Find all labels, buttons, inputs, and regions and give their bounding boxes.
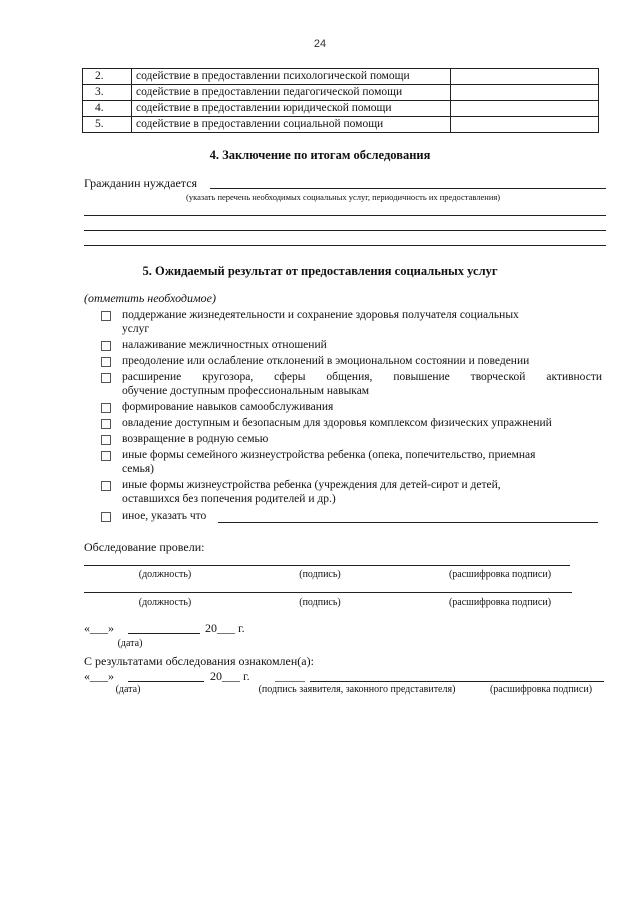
- page-number: 24: [313, 38, 327, 50]
- result-item: [122, 416, 602, 430]
- result-item: [122, 509, 602, 523]
- date-month-line[interactable]: [128, 633, 200, 634]
- needs-label: Гражданин нуждается: [84, 176, 198, 190]
- checkbox[interactable]: [101, 357, 111, 367]
- select-note: (отметить необходимое): [84, 291, 216, 305]
- ack-date-caption: (дата): [115, 684, 141, 695]
- table-row: [83, 117, 599, 133]
- ack-dash: _____: [275, 669, 305, 683]
- section-4-title: 4. Заключение по итогам обследования: [209, 148, 431, 162]
- item-line: иное, указать что: [122, 510, 207, 522]
- row-service: содействие в предоставлении педагогической помощи: [132, 85, 451, 101]
- ack-date-month-line[interactable]: [128, 681, 204, 682]
- item-line: формирование навыков самообслуживания: [122, 401, 334, 413]
- needs-line-4[interactable]: [84, 245, 606, 246]
- ack-signature-caption: (подпись заявителя, законного представителя): [258, 684, 456, 695]
- checkbox[interactable]: [101, 403, 111, 413]
- item-line: семья): [122, 463, 154, 475]
- result-item: [122, 448, 602, 476]
- signature-line-1[interactable]: [84, 565, 570, 566]
- signature-line-2[interactable]: [84, 592, 572, 593]
- result-item: [122, 400, 602, 414]
- item-line: иные формы жизнеустройства ребенка (учреждения для детей-сирот и детей,: [122, 479, 501, 491]
- row-service: содействие в предоставлении психологической помощи: [132, 69, 451, 85]
- row-number: 4.: [83, 101, 132, 117]
- checkbox[interactable]: [101, 481, 111, 491]
- signature-caption: (подпись): [299, 597, 341, 608]
- ack-date-day: «___»: [84, 669, 114, 683]
- ack-signature-line[interactable]: [310, 681, 604, 682]
- table-row: [83, 85, 599, 101]
- row-value: [451, 117, 599, 133]
- survey-label: Обследование провели:: [84, 540, 205, 554]
- item-line: расширение кругозора, сферы общения, повышение творческой активности: [122, 371, 602, 383]
- checkbox[interactable]: [101, 419, 111, 429]
- item-line: преодоление или ослабление отклонений в эмоциональном состоянии и поведении: [122, 355, 530, 367]
- position-caption: (должность): [138, 597, 192, 608]
- needs-line-2[interactable]: [84, 215, 606, 216]
- item-line: обучение доступным профессиональным навыкам: [122, 385, 370, 397]
- checkbox[interactable]: [101, 341, 111, 351]
- row-value: [451, 85, 599, 101]
- table-row: [83, 101, 599, 117]
- checkbox[interactable]: [101, 311, 111, 321]
- checkbox[interactable]: [101, 451, 111, 461]
- other-input-line[interactable]: [218, 522, 598, 523]
- item-line: возвращение в родную семью: [122, 433, 269, 445]
- row-number: 5.: [83, 117, 132, 133]
- result-item: [122, 338, 602, 352]
- result-item: [122, 432, 602, 446]
- section-5-title: 5. Ожидаемый результат от предоставления социальных услуг: [142, 264, 498, 278]
- services-table: [82, 68, 599, 133]
- needs-input-line[interactable]: [210, 188, 606, 189]
- row-service: содействие в предоставлении социальной помощи: [132, 117, 451, 133]
- result-item: [122, 308, 602, 336]
- table-row: [83, 69, 599, 85]
- item-line: услуг: [122, 323, 150, 335]
- ack-date-year: 20___ г.: [210, 669, 250, 683]
- ack-decode-caption: (расшифровка подписи): [489, 684, 593, 695]
- item-line: поддержание жизнедеятельности и сохранение здоровья получателя социальных: [122, 309, 519, 321]
- date-caption: (дата): [117, 638, 143, 649]
- position-caption: (должность): [138, 569, 192, 580]
- row-number: 2.: [83, 69, 132, 85]
- row-number: 3.: [83, 85, 132, 101]
- needs-hint: (указать перечень необходимых социальных услуг, периодичность их предоставления): [186, 192, 501, 202]
- item-line: налаживание межличностных отношений: [122, 339, 327, 351]
- date-year: 20___ г.: [205, 621, 245, 635]
- checkbox[interactable]: [101, 435, 111, 445]
- result-item: [122, 354, 602, 368]
- item-line: оставшихся без попечения родителей и др.): [122, 493, 336, 505]
- row-value: [451, 69, 599, 85]
- decode-caption: (расшифровка подписи): [448, 597, 552, 608]
- checkbox[interactable]: [101, 373, 111, 383]
- result-item: [122, 478, 602, 506]
- needs-line-3[interactable]: [84, 230, 606, 231]
- checkbox[interactable]: [101, 512, 111, 522]
- signature-caption: (подпись): [299, 569, 341, 580]
- row-service: содействие в предоставлении юридической помощи: [132, 101, 451, 117]
- item-line: овладение доступным и безопасным для здоровья комплексом физических упражнений: [122, 417, 552, 429]
- item-line: иные формы семейного жизнеустройства ребенка (опека, попечительство, приемная: [122, 449, 536, 461]
- result-item: [122, 370, 602, 398]
- date-day: «___»: [84, 621, 114, 635]
- acquainted-label: С результатами обследования ознакомлен(а):: [84, 654, 314, 668]
- row-value: [451, 101, 599, 117]
- decode-caption: (расшифровка подписи): [448, 569, 552, 580]
